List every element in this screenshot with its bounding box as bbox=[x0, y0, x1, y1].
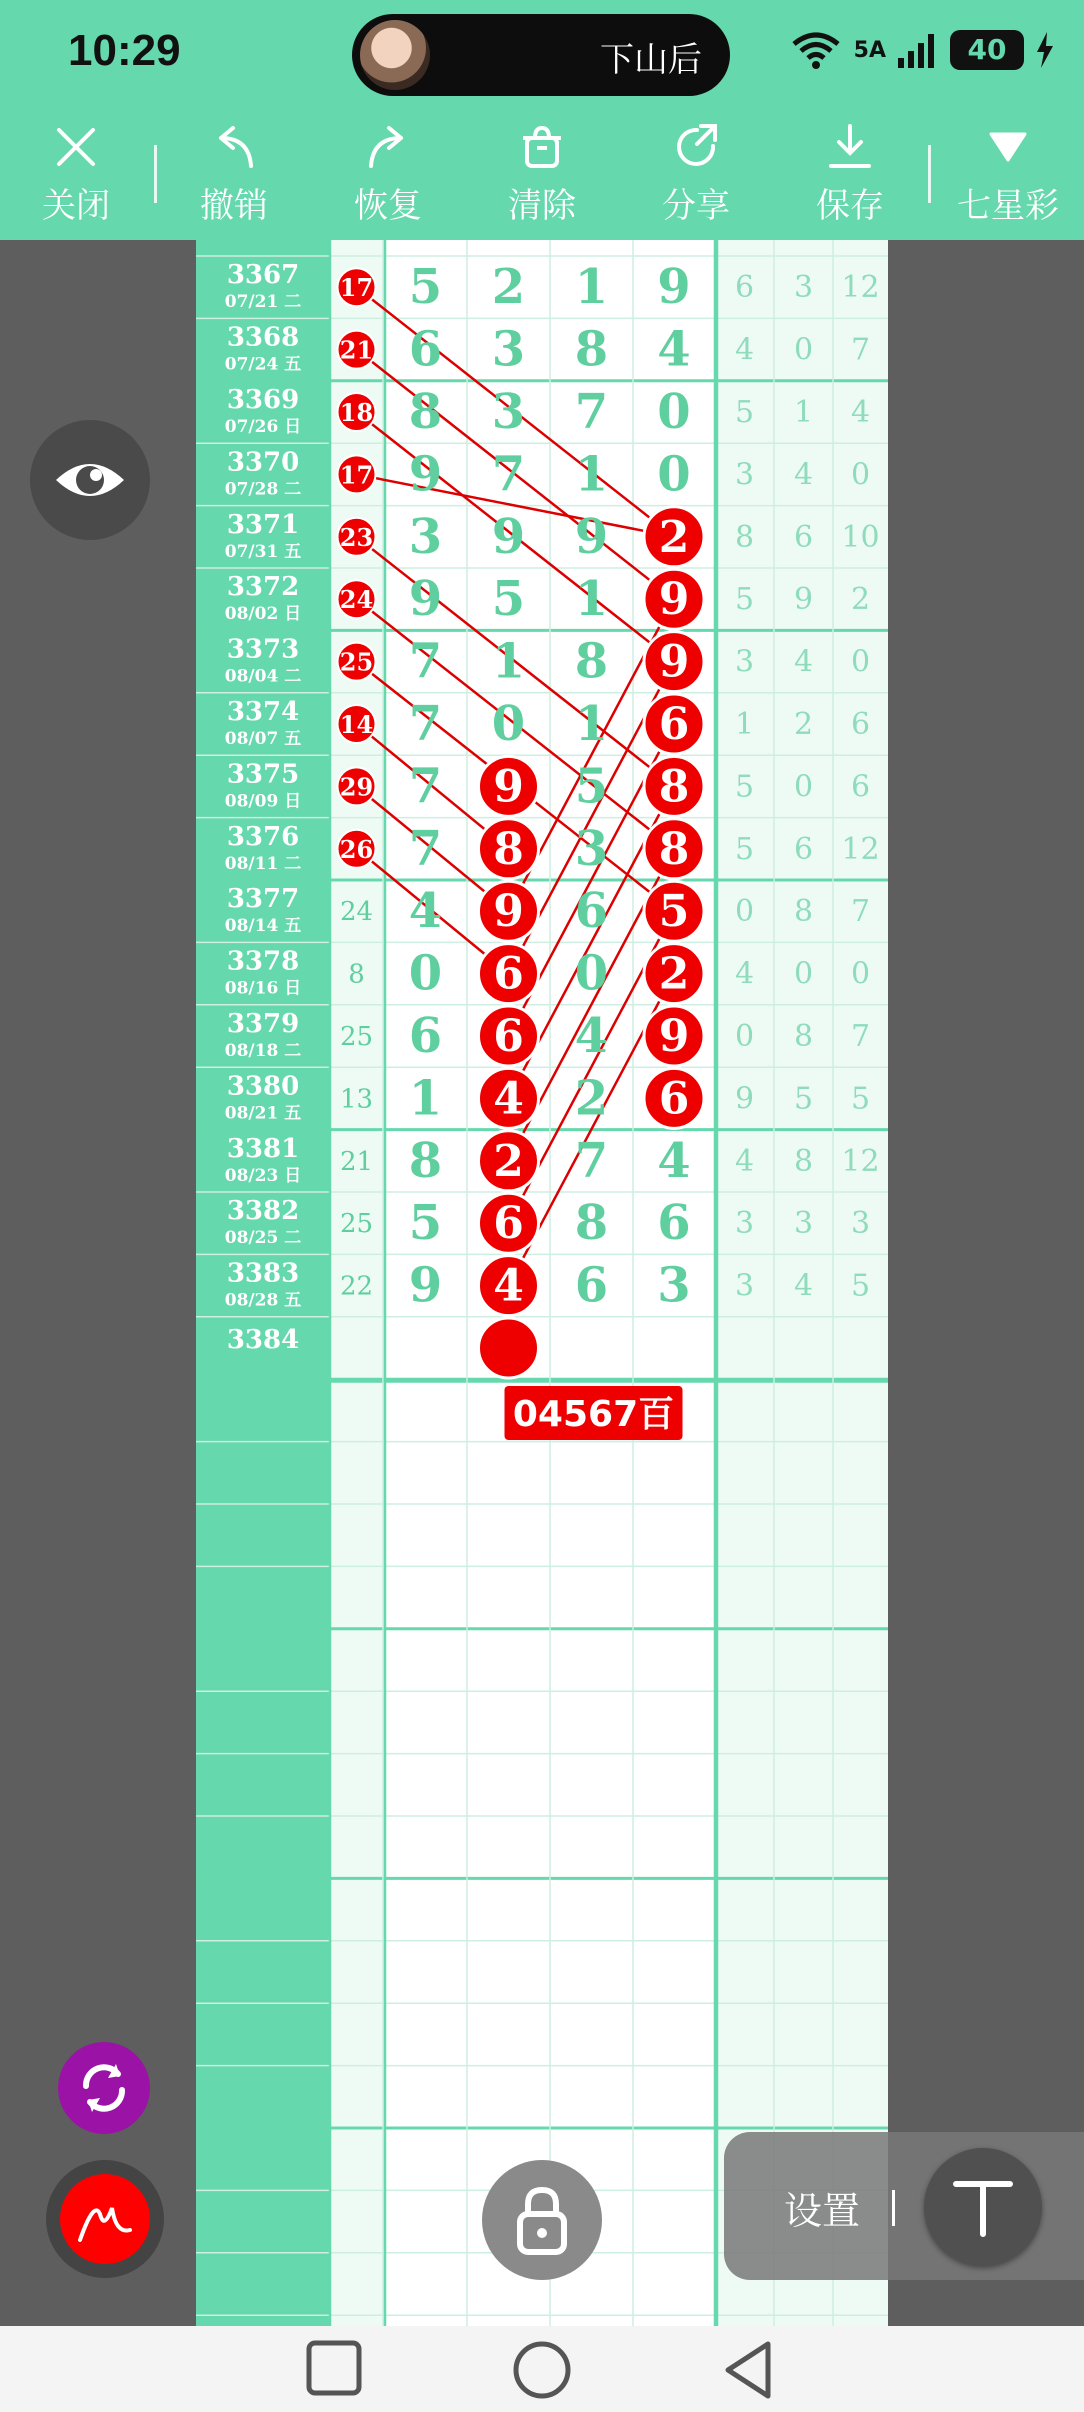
issue-number: 3380 bbox=[226, 1071, 300, 1102]
digit-value: 6 bbox=[574, 1257, 609, 1314]
issue-number: 3378 bbox=[226, 946, 300, 977]
digit-value: 0 bbox=[408, 945, 443, 1002]
digit-value: 5 bbox=[658, 886, 690, 938]
extra-value: 4 bbox=[793, 457, 814, 493]
issue-date: 08/02 日 bbox=[224, 604, 302, 625]
battery-indicator: 40 bbox=[950, 30, 1024, 70]
back-icon[interactable] bbox=[720, 2340, 776, 2400]
digit-value: 2 bbox=[658, 511, 690, 563]
download-icon bbox=[825, 122, 875, 172]
digit-value: 6 bbox=[493, 1198, 524, 1250]
signal-icon bbox=[898, 32, 938, 68]
sum-value: 18 bbox=[339, 398, 374, 427]
settings-panel bbox=[724, 2132, 1084, 2280]
digit-value: 0 bbox=[657, 446, 691, 503]
issue-number: 3367 bbox=[226, 260, 300, 291]
digit-value: 4 bbox=[574, 1008, 609, 1064]
visibility-toggle-button[interactable] bbox=[30, 420, 150, 540]
digit-value: 9 bbox=[408, 1257, 443, 1314]
digit-value: 8 bbox=[574, 321, 609, 378]
issue-date: 07/31 五 bbox=[224, 541, 302, 562]
extra-value: 6 bbox=[734, 270, 755, 306]
digit-value: 7 bbox=[408, 696, 443, 752]
lottery-type-label: 七星彩 bbox=[957, 186, 1059, 226]
toolbar-divider bbox=[154, 145, 157, 203]
digit-value: 9 bbox=[658, 636, 690, 688]
digit-value: 9 bbox=[408, 446, 443, 503]
extra-value: 0 bbox=[850, 956, 871, 992]
extra-value: 4 bbox=[850, 395, 871, 430]
charging-icon bbox=[1036, 32, 1054, 68]
digit-value: 8 bbox=[493, 823, 524, 875]
issue-date: 08/14 五 bbox=[224, 916, 302, 937]
issue-date: 08/04 二 bbox=[224, 666, 302, 687]
extra-value: 12 bbox=[841, 270, 880, 306]
digit-value: 8 bbox=[408, 384, 443, 440]
sum-value: 29 bbox=[339, 772, 374, 802]
extra-value: 4 bbox=[734, 1143, 755, 1179]
issue-number: 3381 bbox=[226, 1133, 300, 1164]
extra-value: 7 bbox=[850, 332, 871, 368]
digit-value: 7 bbox=[574, 1132, 609, 1189]
issue-number: 3369 bbox=[226, 385, 300, 415]
extra-value: 7 bbox=[850, 894, 871, 930]
trend-chart[interactable] bbox=[196, 240, 888, 2326]
share-button[interactable] bbox=[636, 122, 756, 227]
issue-date: 08/28 五 bbox=[224, 1290, 302, 1311]
undo-button[interactable] bbox=[174, 122, 294, 227]
issue-number: 3374 bbox=[226, 697, 300, 727]
extra-value: 6 bbox=[850, 707, 871, 742]
prediction-label: 04567百 bbox=[512, 1394, 675, 1435]
extra-value: 10 bbox=[841, 519, 880, 555]
digit-value: 2 bbox=[493, 1135, 524, 1187]
digit-value: 8 bbox=[658, 823, 690, 875]
digit-value: 8 bbox=[408, 1132, 443, 1189]
extra-value: 5 bbox=[850, 1268, 871, 1304]
digit-value: 6 bbox=[658, 699, 690, 750]
digit-value: 7 bbox=[408, 633, 443, 690]
sum-value: 8 bbox=[348, 959, 365, 990]
issue-date: 07/28 二 bbox=[224, 479, 302, 500]
digit-value: 4 bbox=[408, 883, 443, 940]
digit-value: 3 bbox=[408, 508, 443, 565]
extra-value: 8 bbox=[793, 1143, 814, 1179]
settings-button[interactable]: 设置 bbox=[784, 2189, 861, 2233]
digit-value: 9 bbox=[574, 508, 609, 565]
navigation-bar bbox=[0, 2326, 1084, 2412]
clear-label: 清除 bbox=[508, 186, 576, 226]
digit-value: 8 bbox=[574, 1195, 609, 1252]
sum-value: 24 bbox=[339, 897, 374, 928]
trend-grid[interactable] bbox=[196, 240, 888, 2326]
issue-date: 08/18 二 bbox=[224, 1041, 302, 1061]
sum-value: 17 bbox=[339, 273, 374, 303]
sum-value: 13 bbox=[339, 1084, 374, 1115]
extra-value: 6 bbox=[850, 769, 871, 805]
issue-number: 3368 bbox=[226, 322, 300, 353]
extra-value: 3 bbox=[734, 1268, 755, 1304]
issue-date: 08/25 二 bbox=[224, 1228, 302, 1249]
digit-value: 6 bbox=[657, 1195, 691, 1252]
extra-value: 5 bbox=[793, 1081, 814, 1117]
extra-value: 0 bbox=[850, 644, 871, 680]
clock: 10:29 bbox=[68, 26, 181, 75]
extra-value: 0 bbox=[793, 956, 814, 992]
digit-value: 7 bbox=[408, 820, 443, 877]
save-label: 保存 bbox=[816, 186, 884, 226]
issue-number: 3370 bbox=[226, 447, 300, 478]
extra-value: 0 bbox=[734, 894, 755, 930]
sum-value: 23 bbox=[339, 522, 374, 552]
extra-value: 3 bbox=[850, 1206, 871, 1242]
extra-value: 3 bbox=[734, 644, 755, 680]
digit-value: 5 bbox=[408, 1195, 443, 1252]
digit-value: 8 bbox=[574, 633, 609, 690]
close-label: 关闭 bbox=[42, 186, 110, 226]
issue-number: 3375 bbox=[226, 759, 300, 790]
sum-value: 21 bbox=[339, 335, 374, 365]
digit-value: 9 bbox=[657, 259, 691, 316]
extra-value: 2 bbox=[793, 707, 814, 742]
issue-number: 3379 bbox=[226, 1009, 300, 1039]
extra-value: 1 bbox=[793, 395, 814, 430]
undo-icon bbox=[209, 122, 259, 172]
extra-value: 3 bbox=[734, 1206, 755, 1242]
digit-value: 9 bbox=[658, 574, 690, 626]
digit-value: 2 bbox=[574, 1070, 609, 1127]
digit-value: 4 bbox=[657, 1132, 691, 1189]
trash-icon bbox=[517, 122, 567, 172]
text-tool-icon bbox=[924, 2148, 1042, 2266]
save-button[interactable] bbox=[790, 122, 910, 227]
lottery-type-dropdown[interactable] bbox=[946, 122, 1070, 227]
issue-date: 08/09 日 bbox=[224, 791, 302, 812]
extra-value: 7 bbox=[850, 1019, 871, 1054]
issue-date: 07/24 五 bbox=[224, 354, 302, 375]
extra-value: 3 bbox=[793, 270, 814, 306]
issue-number: 3373 bbox=[226, 634, 300, 665]
digit-value: 0 bbox=[657, 384, 691, 440]
system-icons bbox=[790, 30, 1054, 70]
lock-icon bbox=[482, 2160, 602, 2280]
sum-value: 22 bbox=[339, 1271, 374, 1302]
sum-value: 24 bbox=[339, 585, 374, 615]
issue-number: 3372 bbox=[226, 572, 300, 603]
extra-value: 9 bbox=[793, 582, 814, 618]
extra-value: 5 bbox=[734, 582, 755, 618]
extra-value: 4 bbox=[793, 644, 814, 680]
issue-number: 3384 bbox=[226, 1325, 300, 1355]
issue-number: 3376 bbox=[226, 821, 300, 852]
digit-value: 1 bbox=[574, 259, 609, 316]
digit-value: 6 bbox=[493, 948, 524, 1000]
digit-value: 9 bbox=[491, 508, 526, 565]
extra-value: 0 bbox=[793, 769, 814, 805]
extra-value: 5 bbox=[734, 769, 755, 805]
issue-date: 07/21 二 bbox=[224, 292, 302, 313]
extra-value: 0 bbox=[734, 1019, 755, 1054]
eye-icon bbox=[30, 420, 150, 540]
digit-value: 6 bbox=[408, 1008, 443, 1064]
redo-button[interactable] bbox=[328, 122, 448, 227]
extra-value: 5 bbox=[850, 1081, 871, 1117]
extra-value: 12 bbox=[841, 1143, 880, 1179]
sum-value: 14 bbox=[339, 710, 374, 739]
extra-value: 12 bbox=[841, 831, 880, 867]
digit-value: 1 bbox=[574, 571, 609, 628]
share-label: 分享 bbox=[662, 186, 730, 226]
close-icon bbox=[51, 122, 101, 172]
pen-tool-fill bbox=[60, 2174, 150, 2264]
extra-value: 0 bbox=[793, 332, 814, 368]
undo-label: 撤销 bbox=[200, 186, 268, 226]
digit-value: 4 bbox=[657, 321, 691, 378]
sum-value: 21 bbox=[339, 1146, 374, 1177]
digit-value: 8 bbox=[658, 761, 690, 813]
issue-date: 08/11 二 bbox=[224, 853, 302, 874]
digit-value: 2 bbox=[658, 948, 690, 1000]
extra-value: 8 bbox=[734, 519, 755, 555]
status-bar bbox=[0, 0, 1084, 110]
issue-date: 08/23 日 bbox=[224, 1165, 302, 1186]
sum-value: 17 bbox=[339, 460, 374, 490]
digit-value: 3 bbox=[491, 384, 526, 440]
extra-value: 4 bbox=[793, 1268, 814, 1304]
digit-value: 5 bbox=[408, 259, 443, 316]
now-playing-text: 下山后 bbox=[600, 40, 702, 80]
home-icon[interactable] bbox=[512, 2340, 572, 2400]
digit-value: 1 bbox=[491, 633, 526, 690]
extra-value: 9 bbox=[734, 1081, 755, 1117]
settings-divider bbox=[892, 2190, 895, 2226]
digit-value: 7 bbox=[408, 758, 443, 815]
issue-date: 08/16 日 bbox=[224, 978, 302, 999]
sum-value: 25 bbox=[339, 647, 374, 677]
sum-value: 25 bbox=[339, 1209, 374, 1240]
text-tool-button[interactable] bbox=[924, 2148, 1042, 2266]
issue-number: 3383 bbox=[226, 1258, 300, 1289]
extra-value: 3 bbox=[793, 1206, 814, 1242]
extra-value: 0 bbox=[850, 457, 871, 493]
extra-value: 2 bbox=[850, 582, 871, 618]
pen-icon bbox=[60, 2174, 150, 2264]
triangle-down-icon bbox=[983, 122, 1033, 172]
issue-number: 3371 bbox=[226, 509, 300, 540]
issue-date: 07/26 日 bbox=[224, 417, 302, 437]
digit-value: 5 bbox=[574, 758, 609, 815]
digit-value: 5 bbox=[491, 571, 526, 628]
extra-value: 5 bbox=[734, 395, 755, 430]
redo-icon bbox=[363, 122, 413, 172]
share-icon bbox=[671, 122, 721, 172]
digit-value: 9 bbox=[493, 761, 524, 813]
pen-tool-button[interactable] bbox=[46, 2160, 164, 2278]
digit-value: 1 bbox=[574, 696, 609, 752]
network-type: 5A bbox=[853, 37, 886, 63]
recent-apps-icon[interactable] bbox=[306, 2340, 362, 2396]
digit-value: 3 bbox=[657, 1257, 691, 1314]
redo-label: 恢复 bbox=[354, 186, 422, 226]
sum-value: 25 bbox=[339, 1022, 374, 1052]
extra-value: 3 bbox=[734, 457, 755, 493]
digit-value: 6 bbox=[493, 1011, 524, 1062]
avatar bbox=[360, 20, 430, 90]
issue-number: 3377 bbox=[226, 884, 300, 915]
digit-value: 6 bbox=[574, 883, 609, 940]
digit-value: 7 bbox=[491, 446, 526, 503]
digit-value: 6 bbox=[658, 1073, 690, 1125]
issue-number: 3382 bbox=[226, 1196, 300, 1227]
digit-value: 4 bbox=[493, 1260, 524, 1312]
prediction-ball bbox=[479, 1318, 539, 1378]
digit-value: 0 bbox=[491, 696, 526, 752]
toolbar-divider bbox=[928, 145, 931, 203]
issue-date: 08/21 五 bbox=[224, 1103, 302, 1124]
extra-value: 6 bbox=[793, 831, 814, 867]
extra-value: 5 bbox=[734, 831, 755, 867]
dynamic-island[interactable] bbox=[352, 14, 730, 96]
wifi-icon bbox=[790, 30, 842, 70]
extra-value: 6 bbox=[793, 519, 814, 555]
digit-value: 9 bbox=[408, 571, 443, 628]
issue-date: 08/07 五 bbox=[224, 729, 302, 749]
digit-value: 2 bbox=[491, 259, 526, 316]
extra-value: 8 bbox=[793, 894, 814, 930]
sum-value: 26 bbox=[339, 834, 374, 864]
extra-value: 4 bbox=[734, 332, 755, 368]
digit-value: 7 bbox=[574, 384, 609, 440]
extra-value: 4 bbox=[734, 956, 755, 992]
digit-value: 6 bbox=[408, 321, 443, 378]
extra-value: 8 bbox=[793, 1019, 814, 1054]
digit-value: 4 bbox=[493, 1073, 524, 1125]
digit-value: 1 bbox=[574, 446, 609, 503]
clear-button[interactable] bbox=[482, 122, 602, 227]
digit-value: 3 bbox=[574, 820, 609, 877]
digit-value: 1 bbox=[408, 1070, 443, 1127]
toolbar bbox=[0, 110, 1084, 240]
digit-value: 9 bbox=[493, 886, 524, 938]
lock-button[interactable] bbox=[482, 2160, 602, 2280]
refresh-icon bbox=[58, 2042, 150, 2134]
digit-value: 9 bbox=[658, 1011, 690, 1062]
extra-value: 1 bbox=[734, 707, 755, 742]
close-button[interactable] bbox=[16, 122, 136, 227]
digit-value: 0 bbox=[574, 945, 609, 1002]
digit-value: 3 bbox=[491, 321, 526, 378]
refresh-button[interactable] bbox=[58, 2042, 150, 2134]
